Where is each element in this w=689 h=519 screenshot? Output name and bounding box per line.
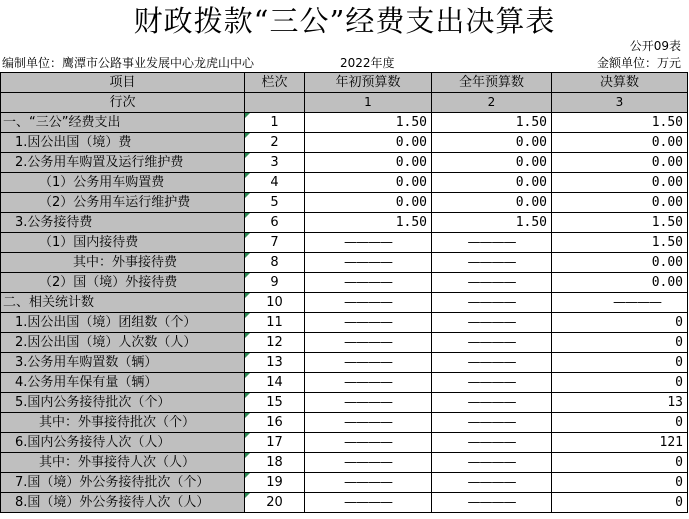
table-row: [1, 173, 688, 193]
cell-c2[interactable]: ————: [432, 473, 552, 493]
header-budget-start[interactable]: 年初预算数: [305, 73, 432, 93]
cell-c1[interactable]: ————: [305, 293, 432, 313]
row-label[interactable]: 8.国（境）外公务接待人次（人）: [1, 493, 245, 513]
cell-c1[interactable]: ————: [305, 233, 432, 253]
row-label[interactable]: （1）国内接待费: [1, 233, 245, 253]
cell-c1[interactable]: ————: [305, 473, 432, 493]
cell-c1[interactable]: 0.00: [305, 153, 432, 173]
cell-marker-icon: [245, 393, 250, 398]
subheader-row: [1, 93, 688, 113]
cell-c3[interactable]: 0: [552, 413, 688, 433]
cell-c2[interactable]: ————: [432, 253, 552, 273]
cell-c2[interactable]: 0.00: [432, 153, 552, 173]
header-col-no[interactable]: 栏次: [245, 73, 305, 93]
subheader-blank[interactable]: [245, 93, 305, 113]
table-row: [1, 433, 688, 453]
cell-c3[interactable]: 1.50: [552, 233, 688, 253]
row-line-number[interactable]: 20: [245, 493, 305, 513]
cell-marker-icon: [245, 193, 250, 198]
row-line-number[interactable]: 4: [245, 173, 305, 193]
cell-c2[interactable]: 0.00: [432, 193, 552, 213]
cell-c2[interactable]: 0.00: [432, 133, 552, 153]
cell-c3[interactable]: 0.00: [552, 173, 688, 193]
row-label[interactable]: （2）公务用车运行维护费: [1, 193, 245, 213]
cell-c3[interactable]: 0.00: [552, 133, 688, 153]
cell-marker-icon: [245, 273, 250, 278]
cell-c3[interactable]: 0.00: [552, 153, 688, 173]
cell-c1[interactable]: ————: [305, 253, 432, 273]
table-row: [1, 473, 688, 493]
table-row: [1, 273, 688, 293]
cell-c1[interactable]: ————: [305, 353, 432, 373]
row-label[interactable]: 其中：外事接待人次（人）: [1, 453, 245, 473]
row-line-number[interactable]: 11: [245, 313, 305, 333]
table-row: [1, 213, 688, 233]
row-line-number[interactable]: 14: [245, 373, 305, 393]
cell-c3[interactable]: 0.00: [552, 253, 688, 273]
row-label[interactable]: （2）国（境）外接待费: [1, 273, 245, 293]
cell-marker-icon: [245, 333, 250, 338]
cell-c3[interactable]: 0.00: [552, 273, 688, 293]
row-label[interactable]: 其中：外事接待批次（个）: [1, 413, 245, 433]
cell-c1[interactable]: ————: [305, 313, 432, 333]
cell-c2[interactable]: 1.50: [432, 113, 552, 133]
report-year: 2022年度: [340, 56, 395, 70]
cell-c1[interactable]: ————: [305, 493, 432, 513]
cell-c1[interactable]: 1.50: [305, 213, 432, 233]
row-label[interactable]: 5.国内公务接待批次（个）: [1, 393, 245, 413]
cell-c3[interactable]: 13: [552, 393, 688, 413]
row-label[interactable]: 1.因公出国（境）费: [1, 133, 245, 153]
cell-c2[interactable]: ————: [432, 433, 552, 453]
table-row: [1, 233, 688, 253]
row-line-number[interactable]: 18: [245, 453, 305, 473]
table-row: [1, 453, 688, 473]
cell-c3[interactable]: ————: [552, 293, 688, 313]
cell-c2[interactable]: 0.00: [432, 173, 552, 193]
cell-c2[interactable]: ————: [432, 453, 552, 473]
cell-marker-icon: [245, 433, 250, 438]
cell-c1[interactable]: ————: [305, 453, 432, 473]
cell-c1[interactable]: 0.00: [305, 193, 432, 213]
row-label[interactable]: 2.因公出国（境）人次数（人）: [1, 333, 245, 353]
table-row: [1, 113, 688, 133]
cell-c1[interactable]: 1.50: [305, 113, 432, 133]
cell-c3[interactable]: 1.50: [552, 213, 688, 233]
cell-c3[interactable]: 1.50: [552, 113, 688, 133]
cell-marker-icon: [245, 213, 250, 218]
cell-c1[interactable]: 0.00: [305, 133, 432, 153]
cell-c3[interactable]: 0: [552, 333, 688, 353]
cell-marker-icon: [245, 153, 250, 158]
row-line-number[interactable]: 2: [245, 133, 305, 153]
cell-c1[interactable]: ————: [305, 413, 432, 433]
row-line-number[interactable]: 16: [245, 413, 305, 433]
row-line-number[interactable]: 8: [245, 253, 305, 273]
cell-c2[interactable]: ————: [432, 393, 552, 413]
row-label[interactable]: 4.公务用车保有量（辆）: [1, 373, 245, 393]
header-row: [1, 73, 688, 93]
table-row: [1, 293, 688, 313]
cell-marker-icon: [245, 173, 250, 178]
table-row: [1, 153, 688, 173]
row-line-number[interactable]: 1: [245, 113, 305, 133]
row-line-number[interactable]: 19: [245, 473, 305, 493]
row-line-number[interactable]: 10: [245, 293, 305, 313]
row-line-number[interactable]: 6: [245, 213, 305, 233]
row-label[interactable]: 一、“三公”经费支出: [1, 113, 245, 133]
row-line-number[interactable]: 3: [245, 153, 305, 173]
table-row: [1, 493, 688, 513]
cell-c1[interactable]: ————: [305, 273, 432, 293]
cell-c1[interactable]: ————: [305, 393, 432, 413]
row-label[interactable]: 其中：外事接待费: [1, 253, 245, 273]
row-line-number[interactable]: 12: [245, 333, 305, 353]
row-label[interactable]: （1）公务用车购置费: [1, 173, 245, 193]
cell-c2[interactable]: ————: [432, 293, 552, 313]
row-line-number[interactable]: 9: [245, 273, 305, 293]
cell-marker-icon: [245, 453, 250, 458]
cell-c2[interactable]: ————: [432, 233, 552, 253]
row-line-number[interactable]: 7: [245, 233, 305, 253]
row-label[interactable]: 6.国内公务接待人次（人）: [1, 433, 245, 453]
cell-c3[interactable]: 0: [552, 353, 688, 373]
row-label[interactable]: 3.公务用车购置数（辆）: [1, 353, 245, 373]
table-row: [1, 133, 688, 153]
cell-c2[interactable]: ————: [432, 493, 552, 513]
cell-marker-icon: [245, 373, 250, 378]
cell-c2[interactable]: ————: [432, 313, 552, 333]
row-line-number[interactable]: 17: [245, 433, 305, 453]
table-row: [1, 253, 688, 273]
row-line-number[interactable]: 15: [245, 393, 305, 413]
table-row: [1, 413, 688, 433]
cell-c3[interactable]: 0: [552, 453, 688, 473]
header-item[interactable]: 项目: [1, 73, 245, 93]
cell-marker-icon: [245, 233, 250, 238]
cell-marker-icon: [245, 113, 250, 118]
cell-marker-icon: [245, 293, 250, 298]
cell-c2[interactable]: ————: [432, 373, 552, 393]
expense-table: [0, 72, 688, 513]
cell-c1[interactable]: ————: [305, 373, 432, 393]
table-row: [1, 353, 688, 373]
cell-c2[interactable]: 1.50: [432, 213, 552, 233]
subheader-c3[interactable]: 3: [552, 93, 688, 113]
cell-c1[interactable]: ————: [305, 433, 432, 453]
reporting-unit: 编制单位：鹰潭市公路事业发展中心龙虎山中心: [2, 56, 255, 70]
table-row: [1, 333, 688, 353]
table-row: [1, 313, 688, 333]
cell-marker-icon: [245, 253, 250, 258]
table-row: [1, 193, 688, 213]
row-label[interactable]: 二、相关统计数: [1, 293, 245, 313]
cell-c1[interactable]: ————: [305, 333, 432, 353]
cell-marker-icon: [245, 133, 250, 138]
subheader-c2[interactable]: 2: [432, 93, 552, 113]
row-label[interactable]: 1.因公出国（境）团组数（个）: [1, 313, 245, 333]
cell-c3[interactable]: 0: [552, 313, 688, 333]
cell-c1[interactable]: 0.00: [305, 173, 432, 193]
header-budget-full[interactable]: 全年预算数: [432, 73, 552, 93]
cell-c3[interactable]: 0.00: [552, 193, 688, 213]
cell-c2[interactable]: ————: [432, 333, 552, 353]
money-unit: 金额单位：万元: [596, 56, 681, 70]
cell-marker-icon: [245, 413, 250, 418]
subheader-c1[interactable]: 1: [305, 93, 432, 113]
cell-c3[interactable]: 0: [552, 473, 688, 493]
table-row: [1, 393, 688, 413]
subheader-row-no[interactable]: 行次: [1, 93, 245, 113]
cell-c2[interactable]: ————: [432, 413, 552, 433]
row-label[interactable]: 3.公务接待费: [1, 213, 245, 233]
row-label[interactable]: 2.公务用车购置及运行维护费: [1, 153, 245, 173]
row-label[interactable]: 7.国（境）外公务接待批次（个）: [1, 473, 245, 493]
cell-marker-icon: [245, 493, 250, 498]
header-final[interactable]: 决算数: [552, 73, 688, 93]
form-code: 公开09表: [629, 39, 681, 53]
cell-c3[interactable]: 0: [552, 493, 688, 513]
cell-c2[interactable]: ————: [432, 273, 552, 293]
cell-c2[interactable]: ————: [432, 353, 552, 373]
table-row: [1, 373, 688, 393]
cell-marker-icon: [245, 473, 250, 478]
row-line-number[interactable]: 13: [245, 353, 305, 373]
cell-c3[interactable]: 121: [552, 433, 688, 453]
page-title: 财政拨款“三公”经费支出决算表: [133, 4, 556, 38]
cell-c3[interactable]: 0: [552, 373, 688, 393]
cell-marker-icon: [245, 353, 250, 358]
row-line-number[interactable]: 5: [245, 193, 305, 213]
cell-marker-icon: [245, 313, 250, 318]
